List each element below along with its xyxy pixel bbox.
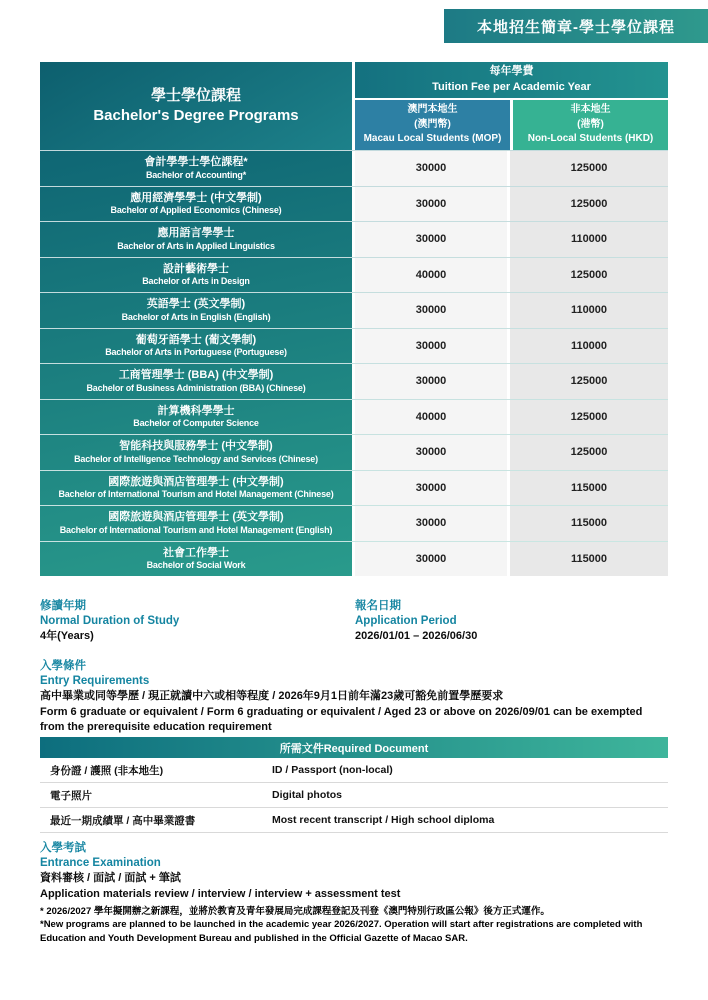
fee-subheaders	[355, 98, 668, 150]
programs-tuition-table	[40, 62, 668, 576]
required-documents-header: 所需文件Required Document	[40, 737, 668, 758]
fee-header-zh: 每年學費	[489, 65, 534, 78]
entry-text-zh: 高中畢業或同等學歷 / 現正就讀中六或相等程度 / 2026年9月1日前年滿23歲可豁免前置學歷要求	[40, 690, 504, 703]
program-name-zh: 國際旅遊與酒店管理學士 (英文學制)	[108, 511, 284, 524]
program-name-zh: 葡萄牙語學士 (葡文學制)	[135, 333, 257, 346]
program-name-zh: 會計學學士學位課程*	[144, 156, 248, 169]
table-row	[40, 541, 668, 577]
program-name-en: Bachelor of International Tourism and Hotel Management (English)	[59, 524, 333, 535]
program-name-zh: 社會工作學士	[163, 546, 229, 559]
document-name-zh: 電子照片	[50, 789, 92, 802]
program-name-zh: 工商管理學士 (BBA) (中文學制)	[118, 369, 274, 382]
mop-fee: 30000	[352, 151, 507, 186]
table-row	[40, 470, 668, 506]
program-cell	[40, 471, 352, 506]
hkd-fee: 125000	[507, 435, 668, 470]
mop-fee: 30000	[352, 187, 507, 222]
duration-title-en: Normal Duration of Study	[40, 615, 180, 628]
exam-title-zh: 入學考試	[40, 842, 86, 854]
table-row	[40, 257, 668, 293]
page-banner-title: 本地招生簡章-學士學位課程	[477, 18, 675, 36]
hkd-header-en: Non-Local Students (HKD)	[527, 133, 654, 145]
program-name-zh: 設計藝術學士	[163, 262, 229, 275]
hkd-fee: 110000	[507, 293, 668, 328]
exam-text-en: Application materials review / interview / interview + assessment test	[40, 887, 401, 900]
program-cell	[40, 187, 352, 222]
application-period-value: 2026/01/01 – 2026/06/30	[355, 630, 478, 643]
entrance-examination-section	[40, 841, 668, 902]
table-row	[40, 399, 668, 435]
program-name-zh: 應用經濟學學士 (中文學制)	[130, 191, 262, 204]
exam-text-zh: 資料審核 / 面試 / 面試 + 筆試	[40, 872, 181, 885]
document-row	[40, 758, 668, 783]
document-name-zh: 身份證 / 護照 (非本地生)	[50, 764, 164, 777]
program-cell	[40, 151, 352, 186]
entry-title-zh: 入學條件	[40, 660, 86, 672]
application-period-section	[355, 599, 668, 645]
mop-fee: 30000	[352, 471, 507, 506]
document-row	[40, 808, 668, 833]
required-documents-table	[40, 737, 668, 833]
exam-title-en: Entrance Examination	[40, 857, 161, 870]
program-name-en: Bachelor of International Tourism and Hotel Management (Chinese)	[58, 489, 334, 500]
table-header	[40, 62, 668, 150]
hkd-fee: 125000	[507, 258, 668, 293]
table-body	[40, 150, 668, 576]
hkd-fee: 125000	[507, 151, 668, 186]
program-cell	[40, 506, 352, 541]
mop-fee: 30000	[352, 364, 507, 399]
hkd-header-currency: (港幣)	[577, 118, 604, 130]
document-name-en: Most recent transcript / High school diploma	[272, 814, 495, 826]
program-name-zh: 智能科技與服務學士 (中文學制)	[119, 440, 273, 453]
mop-fee: 40000	[352, 400, 507, 435]
table-row	[40, 363, 668, 399]
table-row	[40, 292, 668, 328]
program-column-header-zh: 學士學位課程	[150, 86, 241, 104]
mop-header-currency: (澳門幣)	[414, 118, 451, 130]
mop-fee: 30000	[352, 506, 507, 541]
program-name-zh: 計算機科學學士	[157, 404, 235, 417]
program-name-en: Bachelor of Social Work	[146, 560, 246, 571]
duration-section	[40, 599, 355, 645]
program-name-zh: 國際旅遊與酒店管理學士 (中文學制)	[108, 475, 284, 488]
fee-header-en: Tuition Fee per Academic Year	[432, 81, 591, 93]
hkd-fee: 125000	[507, 400, 668, 435]
program-cell	[40, 364, 352, 399]
table-row	[40, 505, 668, 541]
entry-title-en: Entry Requirements	[40, 675, 150, 688]
hkd-fee: 110000	[507, 222, 668, 257]
program-cell	[40, 435, 352, 470]
table-row	[40, 328, 668, 364]
program-name-en: Bachelor of Intelligence Technology and Services (Chinese)	[74, 453, 318, 464]
fee-header	[355, 62, 668, 98]
program-name-zh: 英語學士 (英文學制)	[146, 298, 246, 311]
duration-value: 4年(Years)	[40, 630, 94, 643]
application-title-en: Application Period	[355, 615, 457, 628]
footnote-zh: * 2026/2027 學年擬開辦之新課程，並將於教育及青年發展局完成課程登記及刊登《澳門特別行政區公報》後方正式運作。	[40, 906, 550, 917]
hkd-fee: 115000	[507, 471, 668, 506]
hkd-fee: 125000	[507, 187, 668, 222]
mop-column-header	[355, 100, 510, 150]
mop-fee: 30000	[352, 222, 507, 257]
info-columns	[40, 599, 668, 645]
document-name-en: ID / Passport (non-local)	[272, 764, 393, 776]
program-cell	[40, 329, 352, 364]
program-name-en: Bachelor of Arts in English (English)	[121, 311, 271, 322]
page-banner	[444, 9, 708, 43]
application-title-zh: 報名日期	[355, 600, 401, 612]
mop-header-en: Macau Local Students (MOP)	[363, 133, 502, 145]
program-cell	[40, 542, 352, 577]
program-column-header-en: Bachelor's Degree Programs	[93, 107, 299, 124]
program-name-en: Bachelor of Business Administration (BBA) (Chinese)	[86, 382, 306, 393]
program-cell	[40, 222, 352, 257]
footnote-en: *New programs are planned to be launched in the academic year 2026/2027. Operation will start after registrations are completed with Education and Youth Development Bureau and published in the Official Gazette of Macao SAR.	[40, 919, 643, 944]
mop-fee: 30000	[352, 329, 507, 364]
program-column-header	[40, 62, 352, 150]
table-row	[40, 221, 668, 257]
document-name-en: Digital photos	[272, 789, 342, 801]
program-cell	[40, 293, 352, 328]
hkd-fee: 110000	[507, 329, 668, 364]
mop-fee: 30000	[352, 542, 507, 577]
program-name-en: Bachelor of Arts in Design	[142, 276, 250, 287]
hkd-fee: 115000	[507, 542, 668, 577]
program-cell	[40, 258, 352, 293]
document-row	[40, 783, 668, 808]
mop-fee: 40000	[352, 258, 507, 293]
table-row	[40, 186, 668, 222]
mop-fee: 30000	[352, 435, 507, 470]
program-name-en: Bachelor of Accounting*	[145, 169, 247, 180]
fee-header-group	[352, 62, 668, 150]
entry-text-en: Form 6 graduate or equivalent / Form 6 graduating or equivalent / Aged 23 or above on 2026/09/01 can be exempted from the prerequisite education requirement	[40, 705, 643, 734]
hkd-fee: 115000	[507, 506, 668, 541]
program-cell	[40, 400, 352, 435]
footnote	[40, 905, 668, 945]
entry-requirements-section	[40, 659, 668, 736]
program-name-en: Bachelor of Applied Economics (Chinese)	[110, 205, 282, 216]
duration-title-zh: 修讀年期	[40, 600, 86, 612]
hkd-fee: 125000	[507, 364, 668, 399]
program-name-en: Bachelor of Arts in Portuguese (Portuguese)	[105, 347, 287, 358]
mop-header-zh: 澳門本地生	[407, 104, 458, 116]
table-row	[40, 434, 668, 470]
table-row	[40, 150, 668, 186]
program-name-en: Bachelor of Arts in Applied Linguistics	[117, 240, 275, 251]
hkd-header-zh: 非本地生	[570, 104, 611, 116]
program-name-en: Bachelor of Computer Science	[133, 418, 259, 429]
program-name-zh: 應用語言學學士	[157, 227, 235, 240]
hkd-column-header	[510, 100, 668, 150]
document-name-zh: 最近一期成績單 / 高中畢業證書	[50, 814, 196, 827]
mop-fee: 30000	[352, 293, 507, 328]
